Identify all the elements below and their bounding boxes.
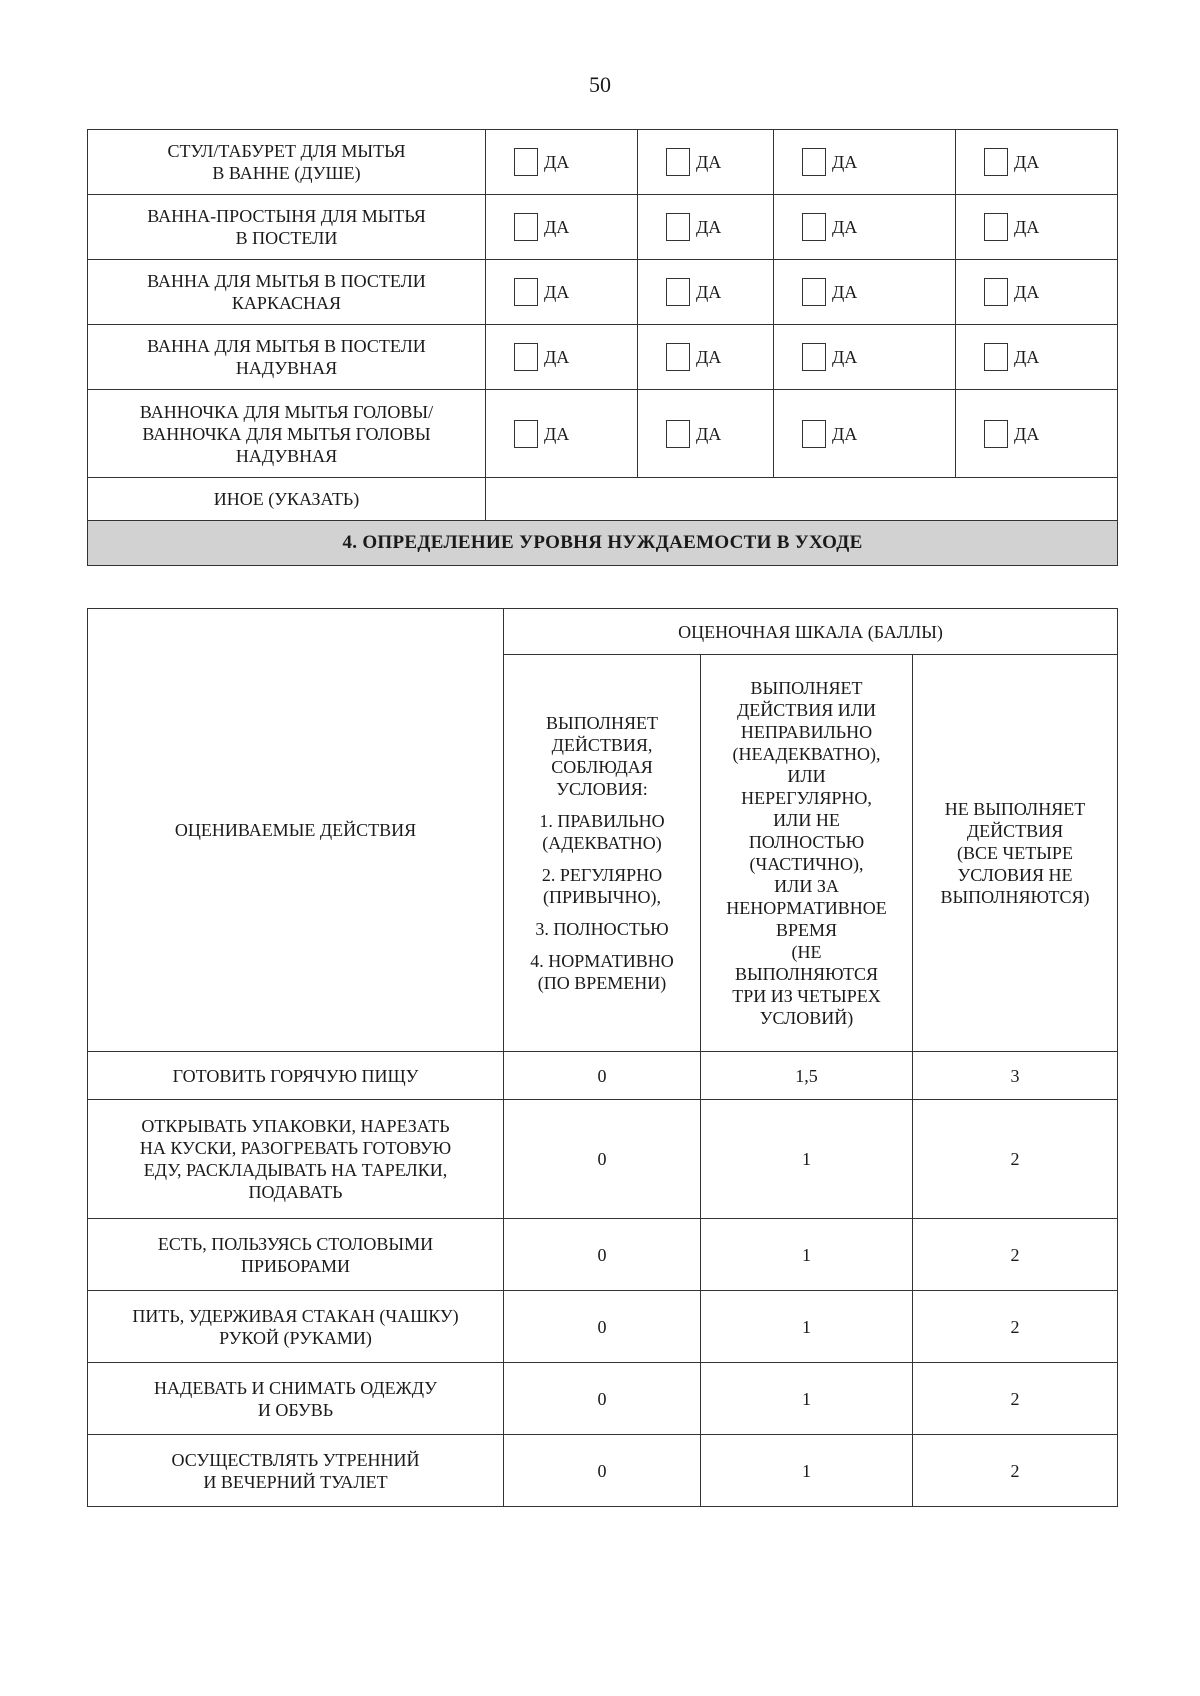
- option-cell: [774, 390, 956, 478]
- page-number: 50: [589, 72, 611, 97]
- checkbox[interactable]: [802, 420, 826, 448]
- equipment-label: [88, 390, 486, 478]
- yes-option[interactable]: [492, 213, 631, 241]
- equipment-label: [88, 195, 486, 260]
- checkbox[interactable]: [984, 420, 1008, 448]
- yes-label: ДА: [1014, 347, 1040, 367]
- yes-label: ДА: [832, 423, 858, 444]
- text-line: ЕДУ, РАСКЛАДЫВАТЬ НА ТАРЕЛКИ,: [143, 1160, 448, 1180]
- option-cell: [638, 130, 774, 195]
- option-cell: [774, 325, 956, 390]
- checkbox[interactable]: [514, 278, 538, 306]
- yes-option[interactable]: [962, 213, 1111, 241]
- yes-label: ДА: [544, 217, 570, 237]
- option-cell: [956, 195, 1118, 260]
- score-cell: 0: [504, 1291, 701, 1363]
- text-line: СТУЛ/ТАБУРЕТ ДЛЯ МЫТЬЯ: [167, 141, 406, 161]
- checkbox[interactable]: [514, 148, 538, 176]
- text-line: (НЕАДЕКВАТНО),: [732, 744, 881, 764]
- yes-label: ДА: [544, 347, 570, 367]
- equipment-row: [88, 260, 1118, 325]
- yes-label: ДА: [544, 282, 570, 302]
- equipment-label: [88, 260, 486, 325]
- text-line: (ПРИВЫЧНО),: [543, 887, 661, 907]
- score-cell: 1: [701, 1219, 913, 1291]
- score-cell: 2: [913, 1363, 1118, 1435]
- text-line: НЕ ВЫПОЛНЯЕТ: [944, 799, 1086, 819]
- score-cell: 0: [504, 1363, 701, 1435]
- score-cell: 0: [504, 1052, 701, 1100]
- text-line: НАДУВНАЯ: [235, 358, 338, 378]
- option-cell: [774, 195, 956, 260]
- text-line: ВАННОЧКА ДЛЯ МЫТЬЯ ГОЛОВЫ/: [139, 401, 434, 422]
- yes-option[interactable]: [780, 213, 949, 241]
- criteria-item: [510, 810, 694, 854]
- score-cell: 1: [701, 1291, 913, 1363]
- action-row: [88, 1219, 1118, 1291]
- text-line: КАРКАСНАЯ: [231, 293, 342, 313]
- option-cell: [956, 390, 1118, 478]
- text-line: ВЫПОЛНЯЕТ: [750, 678, 863, 698]
- text-line: 4. НОРМАТИВНО: [530, 951, 674, 971]
- checkbox[interactable]: [984, 213, 1008, 241]
- text-line: ВАННА-ПРОСТЫНЯ ДЛЯ МЫТЬЯ: [147, 206, 426, 226]
- other-input-field[interactable]: [486, 478, 1118, 521]
- option-cell: [638, 325, 774, 390]
- text-line: ИЛИ ЗА: [774, 876, 839, 896]
- checkbox[interactable]: [666, 213, 690, 241]
- equipment-label: [88, 130, 486, 195]
- option-cell: [956, 130, 1118, 195]
- text-line: ВЫПОЛНЯЕТ: [545, 713, 658, 733]
- score-cell: 2: [913, 1219, 1118, 1291]
- option-cell: [486, 130, 638, 195]
- text-line: И ВЕЧЕРНИЙ ТУАЛЕТ: [203, 1471, 388, 1492]
- text-line: НЕРЕГУЛЯРНО,: [741, 788, 872, 808]
- yes-option[interactable]: [780, 278, 949, 306]
- score-cell: 1: [701, 1363, 913, 1435]
- option-cell: [956, 260, 1118, 325]
- yes-label: ДА: [544, 423, 570, 444]
- option-cell: [774, 130, 956, 195]
- other-label: ИНОЕ (УКАЗАТЬ): [88, 478, 486, 521]
- yes-option[interactable]: [962, 343, 1111, 371]
- text-line: ВЫПОЛНЯЮТСЯ): [940, 887, 1090, 907]
- criteria-item: [510, 712, 694, 800]
- option-cell: [956, 325, 1118, 390]
- checkbox[interactable]: [514, 213, 538, 241]
- score-cell: 2: [913, 1291, 1118, 1363]
- text-line: ТРИ ИЗ ЧЕТЫРЕХ: [732, 986, 881, 1006]
- text-line: (ПО ВРЕМЕНИ): [537, 973, 667, 993]
- action-row: [88, 1052, 1118, 1100]
- action-row: [88, 1100, 1118, 1219]
- equipment-label: [88, 325, 486, 390]
- action-label: [88, 1291, 504, 1363]
- text-line: (АДЕКВАТНО): [542, 833, 662, 853]
- text-line: ВЫПОЛНЯЮТСЯ: [734, 964, 879, 984]
- equipment-table: [87, 129, 1118, 566]
- checkbox[interactable]: [802, 278, 826, 306]
- text-line: 1. ПРАВИЛЬНО: [539, 811, 665, 831]
- yes-option[interactable]: [644, 213, 767, 241]
- action-row: [88, 1291, 1118, 1363]
- text-line: ОСУЩЕСТВЛЯТЬ УТРЕННИЙ: [171, 1449, 420, 1470]
- checkbox[interactable]: [666, 420, 690, 448]
- yes-label: ДА: [696, 423, 722, 444]
- action-label: [88, 1219, 504, 1291]
- yes-option[interactable]: [644, 148, 767, 176]
- score-cell: 0: [504, 1435, 701, 1507]
- action-label: [88, 1435, 504, 1507]
- text-line: ПРИБОРАМИ: [241, 1255, 350, 1276]
- option-cell: [486, 260, 638, 325]
- yes-option[interactable]: [962, 148, 1111, 176]
- yes-option[interactable]: [492, 148, 631, 176]
- score-cell: 1: [701, 1435, 913, 1507]
- action-row: [88, 1363, 1118, 1435]
- yes-label: ДА: [1014, 217, 1040, 237]
- option-cell: [486, 325, 638, 390]
- section-title: 4. ОПРЕДЕЛЕНИЕ УРОВНЯ НУЖДАЕМОСТИ В УХОДЕ: [88, 521, 1118, 566]
- yes-label: ДА: [832, 152, 858, 172]
- action-label: [88, 1363, 504, 1435]
- yes-label: ДА: [696, 282, 722, 302]
- checkbox[interactable]: [666, 148, 690, 176]
- option-cell: [486, 195, 638, 260]
- score-cell: 1,5: [701, 1052, 913, 1100]
- score-cell: 2: [913, 1435, 1118, 1507]
- score-cell: 3: [913, 1052, 1118, 1100]
- scale-header: ОЦЕНОЧНАЯ ШКАЛА (БАЛЛЫ): [504, 609, 1118, 655]
- equipment-row-other: [88, 478, 1118, 521]
- text-line: РУКОЙ (РУКАМИ): [219, 1327, 372, 1348]
- checkbox[interactable]: [514, 420, 538, 448]
- criteria-partial: [701, 655, 913, 1052]
- text-line: УСЛОВИЯ:: [556, 779, 648, 799]
- checkbox[interactable]: [666, 343, 690, 371]
- yes-label: ДА: [1014, 423, 1040, 444]
- option-cell: [638, 195, 774, 260]
- criteria-item: [510, 864, 694, 908]
- yes-option[interactable]: [962, 278, 1111, 306]
- care-needs-table: [87, 608, 1118, 1507]
- checkbox[interactable]: [802, 148, 826, 176]
- checkbox[interactable]: [666, 278, 690, 306]
- text-line: В ВАННЕ (ДУШЕ): [212, 163, 361, 183]
- text-line: ВАННА ДЛЯ МЫТЬЯ В ПОСТЕЛИ: [147, 271, 426, 291]
- text-line: НАДУВНАЯ: [235, 445, 338, 466]
- text-line: (НЕ: [791, 942, 822, 962]
- yes-option[interactable]: [962, 420, 1111, 448]
- yes-option[interactable]: [492, 343, 631, 371]
- text-line: В ПОСТЕЛИ: [235, 228, 338, 248]
- text-line: ВАННА ДЛЯ МЫТЬЯ В ПОСТЕЛИ: [147, 336, 426, 356]
- text-line: СОБЛЮДАЯ: [551, 757, 653, 777]
- option-cell: [638, 260, 774, 325]
- text-line: НЕПРАВИЛЬНО: [740, 722, 873, 742]
- yes-option[interactable]: [492, 420, 631, 448]
- text-line: ВАННОЧКА ДЛЯ МЫТЬЯ ГОЛОВЫ: [142, 423, 431, 444]
- yes-label: ДА: [832, 217, 858, 237]
- yes-option[interactable]: [780, 148, 949, 176]
- yes-label: ДА: [696, 217, 722, 237]
- yes-label: ДА: [832, 282, 858, 302]
- header-row: [88, 609, 1118, 655]
- equipment-row: [88, 325, 1118, 390]
- text-line: 3. ПОЛНОСТЬЮ: [535, 919, 669, 939]
- action-row: [88, 1435, 1118, 1507]
- option-cell: [638, 390, 774, 478]
- equipment-row: [88, 195, 1118, 260]
- section-header-row: [88, 521, 1118, 566]
- text-line: ВРЕМЯ: [775, 920, 838, 940]
- score-cell: 0: [504, 1100, 701, 1219]
- text-line: УСЛОВИЙ): [759, 1008, 854, 1028]
- text-line: ДЕЙСТВИЯ: [966, 821, 1064, 841]
- yes-option[interactable]: [492, 278, 631, 306]
- text-line: (ЧАСТИЧНО),: [749, 854, 864, 874]
- yes-option[interactable]: [780, 420, 949, 448]
- text-line: ДЕЙСТВИЯ,: [551, 735, 653, 755]
- text-line: ДЕЙСТВИЯ ИЛИ: [737, 700, 876, 720]
- checkbox[interactable]: [514, 343, 538, 371]
- checkbox[interactable]: [984, 148, 1008, 176]
- text-line: 2. РЕГУЛЯРНО: [541, 865, 663, 885]
- checkbox[interactable]: [984, 278, 1008, 306]
- text-line: ПОЛНОСТЬЮ: [748, 832, 865, 852]
- text-line: ЕСТЬ, ПОЛЬЗУЯСЬ СТОЛОВЫМИ: [157, 1233, 434, 1254]
- action-label: [88, 1052, 504, 1100]
- checkbox[interactable]: [984, 343, 1008, 371]
- criteria-full: [504, 655, 701, 1052]
- yes-option[interactable]: [644, 278, 767, 306]
- text-line: ГОТОВИТЬ ГОРЯЧУЮ ПИЩУ: [172, 1065, 419, 1086]
- text-line: НАДЕВАТЬ И СНИМАТЬ ОДЕЖДУ: [154, 1377, 437, 1398]
- option-cell: [486, 390, 638, 478]
- yes-label: ДА: [1014, 152, 1040, 172]
- text-line: ПИТЬ, УДЕРЖИВАЯ СТАКАН (ЧАШКУ): [132, 1305, 459, 1326]
- text-line: НА КУСКИ, РАЗОГРЕВАТЬ ГОТОВУЮ: [139, 1138, 452, 1158]
- checkbox[interactable]: [802, 343, 826, 371]
- yes-option[interactable]: [780, 343, 949, 371]
- yes-option[interactable]: [644, 420, 767, 448]
- text-line: ИЛИ: [787, 766, 826, 786]
- checkbox[interactable]: [802, 213, 826, 241]
- text-line: ПОДАВАТЬ: [248, 1182, 343, 1202]
- yes-option[interactable]: [644, 343, 767, 371]
- yes-label: ДА: [696, 347, 722, 367]
- text-line: И ОБУВЬ: [257, 1399, 334, 1420]
- score-cell: 1: [701, 1100, 913, 1219]
- action-label: [88, 1100, 504, 1219]
- text-line: НЕНОРМАТИВНОЕ: [726, 898, 887, 918]
- yes-label: ДА: [696, 152, 722, 172]
- equipment-row: [88, 130, 1118, 195]
- actions-header: ОЦЕНИВАЕМЫЕ ДЕЙСТВИЯ: [88, 609, 504, 1052]
- score-cell: 0: [504, 1219, 701, 1291]
- yes-label: ДА: [832, 347, 858, 367]
- yes-label: ДА: [1014, 282, 1040, 302]
- equipment-row: [88, 390, 1118, 478]
- text-line: УСЛОВИЯ НЕ: [957, 865, 1073, 885]
- text-line: ОТКРЫВАТЬ УПАКОВКИ, НАРЕЗАТЬ: [141, 1116, 450, 1136]
- yes-label: ДА: [544, 152, 570, 172]
- option-cell: [774, 260, 956, 325]
- criteria-none: [913, 655, 1118, 1052]
- score-cell: 2: [913, 1100, 1118, 1219]
- text-line: (ВСЕ ЧЕТЫРЕ: [957, 843, 1073, 863]
- criteria-item: [510, 950, 694, 994]
- criteria-item: [510, 918, 694, 940]
- text-line: ИЛИ НЕ: [773, 810, 840, 830]
